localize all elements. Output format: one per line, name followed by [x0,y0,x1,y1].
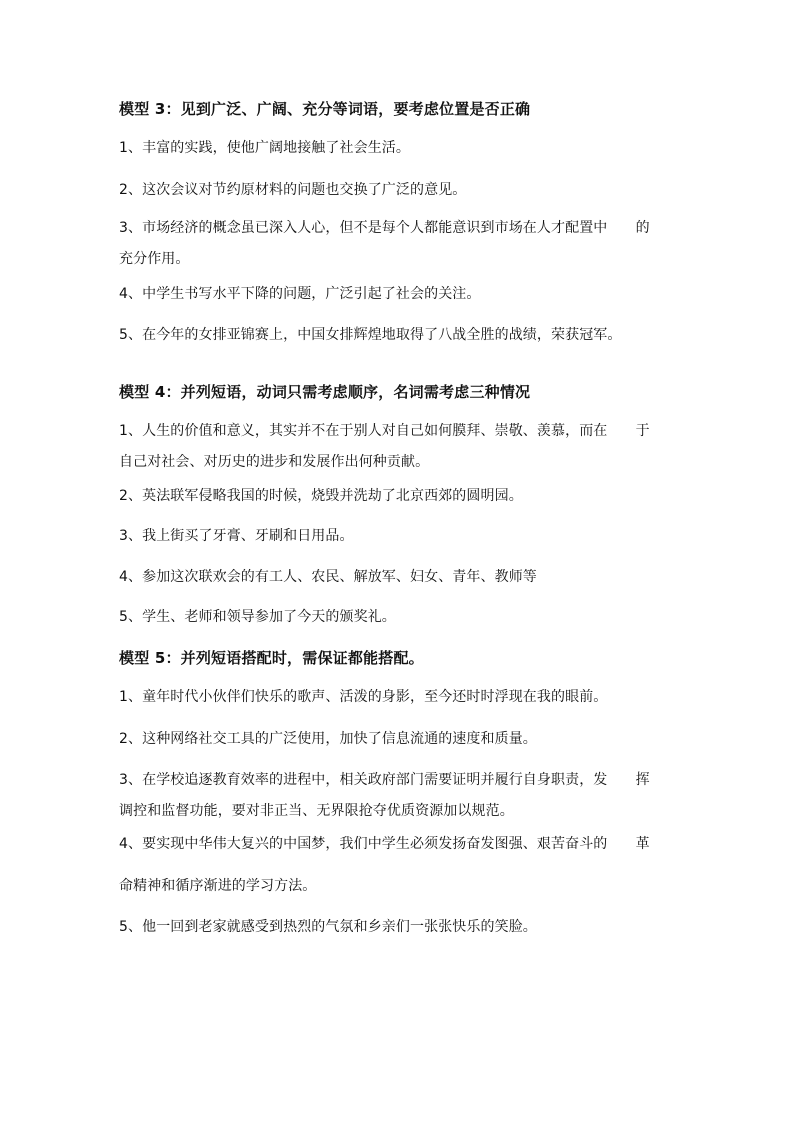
sentence-line: 调控和监督功能，要对非正当、无界限抢夺优质资源加以规范。 [119,803,514,819]
sentence-line: 4、要实现中华伟大复兴的中国梦，我们中学生必须发扬奋发图强、艰苦奋斗的 革 [119,836,650,852]
sentence-line: 3、市场经济的概念虽已深入人心，但不是每个人都能意识到市场在人才配置中 的 [119,220,650,236]
sentence-line: 4、参加这次联欢会的有工人、农民、解放军、妇女、青年、教师等 [119,569,537,585]
sentence-line: 3、在学校追逐教育效率的进程中，相关政府部门需要证明并履行自身职责，发 挥 [119,772,650,788]
section-heading-5: 模型 5：并列短语搭配时，需保证都能搭配。 [119,649,424,667]
sentence-line: 2、英法联军侵略我国的时候，烧毁并洗劫了北京西郊的圆明园。 [119,488,523,504]
section-heading-3: 模型 3：见到广泛、广阔、充分等词语，要考虑位置是否正确 [119,100,531,118]
sentence-line: 5、学生、老师和领导参加了今天的颁奖礼。 [119,609,396,625]
sentence-line: 4、中学生书写水平下降的问题，广泛引起了社会的关注。 [119,286,481,302]
sentence-line: 2、这次会议对节约原材料的问题也交换了广泛的意见。 [119,182,467,198]
section-heading-4: 模型 4：并列短语，动词只需考虑顺序，名词需考虑三种情况 [119,383,531,401]
sentence-line: 1、童年时代小伙伴们快乐的歌声、活泼的身影，至今还时时浮现在我的眼前。 [119,689,608,705]
sentence-line: 5、他一回到老家就感受到热烈的气氛和乡亲们一张张快乐的笑脸。 [119,919,537,935]
sentence-line: 1、人生的价值和意义，其实并不在于别人对自己如何膜拜、崇敬、羡慕，而在 于 [119,423,650,439]
sentence-line: 充分作用。 [119,251,190,267]
sentence-line: 3、我上街买了牙膏、牙刷和日用品。 [119,528,354,544]
sentence-line: 自己对社会、对历史的进步和发展作出何种贡献。 [119,454,430,470]
sentence-line: 5、在今年的女排亚锦赛上，中国女排辉煌地取得了八战全胜的战绩，荣获冠军。 [119,327,622,343]
sentence-line: 2、这种网络社交工具的广泛使用，加快了信息流通的速度和质量。 [119,731,537,747]
sentence-line: 1、丰富的实践，使他广阔地接触了社会生活。 [119,140,411,156]
sentence-line: 命精神和循序渐进的学习方法。 [119,878,317,894]
